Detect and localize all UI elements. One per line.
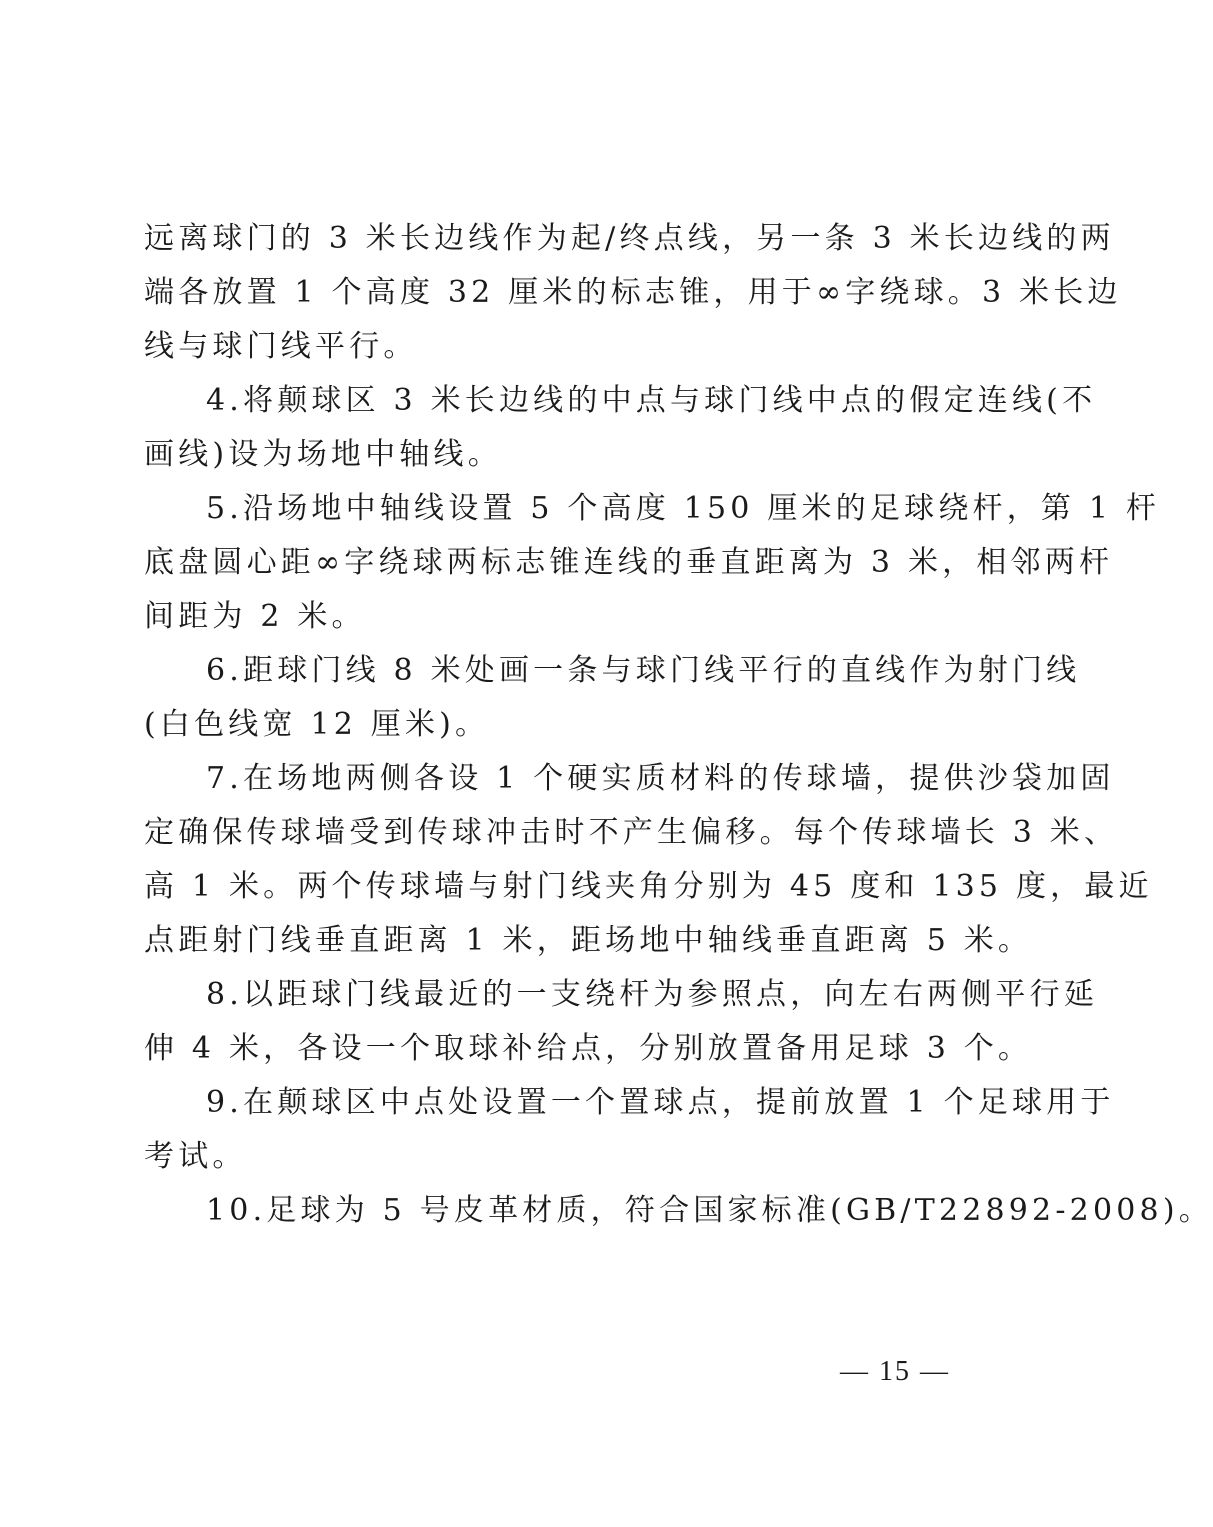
- paragraph-site-layout-continued: [144, 212, 1122, 374]
- text-line: 7.在场地两侧各设 1 个硬实质材料的传球墙，提供沙袋加固: [206, 761, 1115, 796]
- document-body: [144, 212, 1213, 1238]
- text-line: 线与球门线平行。: [144, 329, 418, 364]
- paragraph-item-6: [144, 644, 1081, 752]
- text-line: 8.以距球门线最近的一支绕杆为参照点，向左右两侧平行延: [206, 977, 1099, 1012]
- paragraph-item-9: [144, 1076, 1115, 1184]
- text-line: 6.距球门线 8 米处画一条与球门线平行的直线作为射门线: [206, 653, 1081, 688]
- text-line: 端各放置 1 个高度 32 厘米的标志锥，用于∞字绕球。3 米长边: [144, 275, 1122, 310]
- text-line: 4.将颠球区 3 米长边线的中点与球门线中点的假定连线(不: [206, 383, 1097, 418]
- paragraph-item-8: [144, 968, 1099, 1076]
- paragraph-item-5: [144, 482, 1161, 644]
- text-line: 画线)设为场地中轴线。: [144, 437, 502, 472]
- page-number: — 15 —: [840, 1356, 950, 1387]
- paragraph-item-10: [144, 1184, 1213, 1238]
- text-line: (白色线宽 12 厘米)。: [144, 707, 490, 742]
- text-line: 考试。: [144, 1139, 247, 1174]
- text-line: 高 1 米。两个传球墙与射门线夹角分别为 45 度和 135 度，最近: [144, 869, 1153, 904]
- paragraph-item-7: [144, 752, 1153, 968]
- text-line: 5.沿场地中轴线设置 5 个高度 150 厘米的足球绕杆，第 1 杆: [206, 491, 1161, 526]
- text-line: 底盘圆心距∞字绕球两标志锥连线的垂直距离为 3 米，相邻两杆: [144, 545, 1114, 580]
- text-line: 定确保传球墙受到传球冲击时不产生偏移。每个传球墙长 3 米、: [144, 815, 1119, 850]
- text-line: 间距为 2 米。: [144, 599, 366, 634]
- text-line: 9.在颠球区中点处设置一个置球点，提前放置 1 个足球用于: [206, 1085, 1115, 1120]
- text-line: 点距射门线垂直距离 1 米，距场地中轴线垂直距离 5 米。: [144, 923, 1033, 958]
- paragraph-item-4: [144, 374, 1097, 482]
- text-line: 远离球门的 3 米长边线作为起/终点线，另一条 3 米长边线的两: [144, 221, 1115, 256]
- text-line: 伸 4 米，各设一个取球补给点，分别放置备用足球 3 个。: [144, 1031, 1033, 1066]
- text-line: 10.足球为 5 号皮革材质，符合国家标准(GB/T22892-2008)。: [206, 1193, 1213, 1228]
